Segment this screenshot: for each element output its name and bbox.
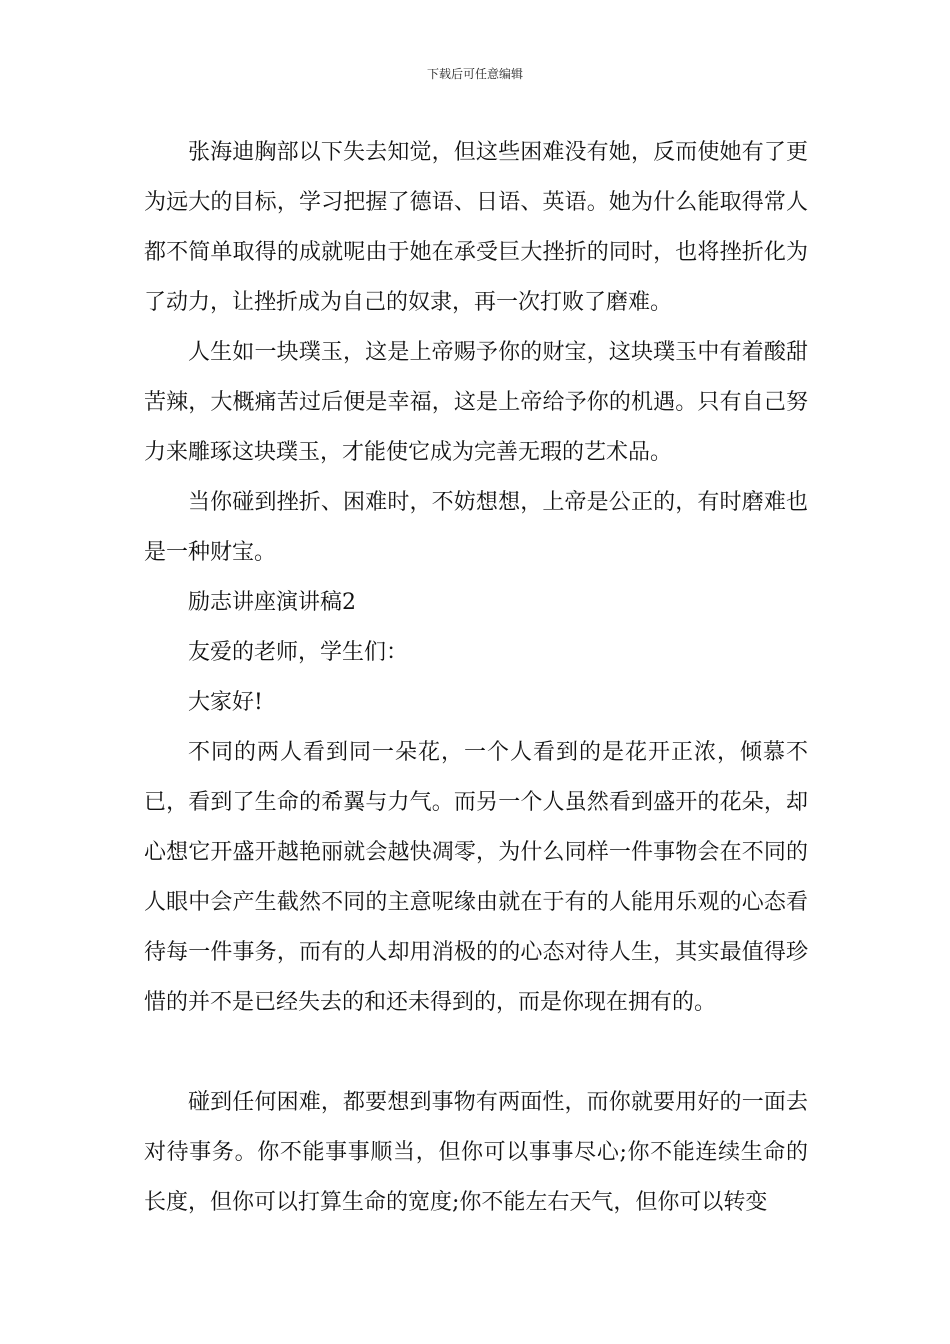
paragraph-gap xyxy=(144,1028,808,1078)
paragraph-flower: 不同的两人看到同一朵花，一个人看到的是花开正浓，倾慕不已，看到了生命的希翼与力气。而另一个人虽然看到盛开的花朵，却心想它开盛开越艳丽就会越快凋零，为什么同样一件事物会在不同的人眼中会产生截然不同的主意呢缘由就在于有的人能用乐观的心态看待每一件事务，而有的人却用消极的的心态对待人生，其实最值得珍惜的并不是已经失去的和还未得到的，而是你现在拥有的。 xyxy=(144,740,808,1015)
salutation: 友爱的老师，学生们： xyxy=(188,640,409,665)
document-body xyxy=(144,128,808,1228)
paragraph-setbacks: 当你碰到挫折、困难时，不妨想想，上帝是公正的，有时磨难也是一种财宝。 xyxy=(144,490,808,565)
paragraph-zhang-haidi: 张海迪胸部以下失去知觉，但这些困难没有她，反而使她有了更为远大的目标，学习把握了德语、日语、英语。她为什么能取得常人都不简单取得的成就呢由于她在承受巨大挫折的同时，也将挫折化为了动力，让挫折成为自己的奴隶，再一次打败了磨难。 xyxy=(144,140,808,315)
paragraph-jade: 人生如一块璞玉，这是上帝赐予你的财宝，这块璞玉中有着酸甜苦辣，大概痛苦过后便是幸福，这是上帝给予你的机遇。只有自己努力来雕琢这块璞玉，才能使它成为完善无瑕的艺术品。 xyxy=(144,340,808,465)
greeting: 大家好! xyxy=(188,690,263,715)
page-header: 下载后可任意编辑 xyxy=(426,67,523,81)
paragraph-two-sides: 碰到任何困难，都要想到事物有两面性，而你就要用好的一面去对待事务。你不能事事顺当，但你可以事事尽心;你不能连续生命的长度，但你可以打算生命的宽度;你不能左右天气，但你可以转变 xyxy=(144,1090,808,1215)
section-title: 励志讲座演讲稿2 xyxy=(188,590,356,615)
